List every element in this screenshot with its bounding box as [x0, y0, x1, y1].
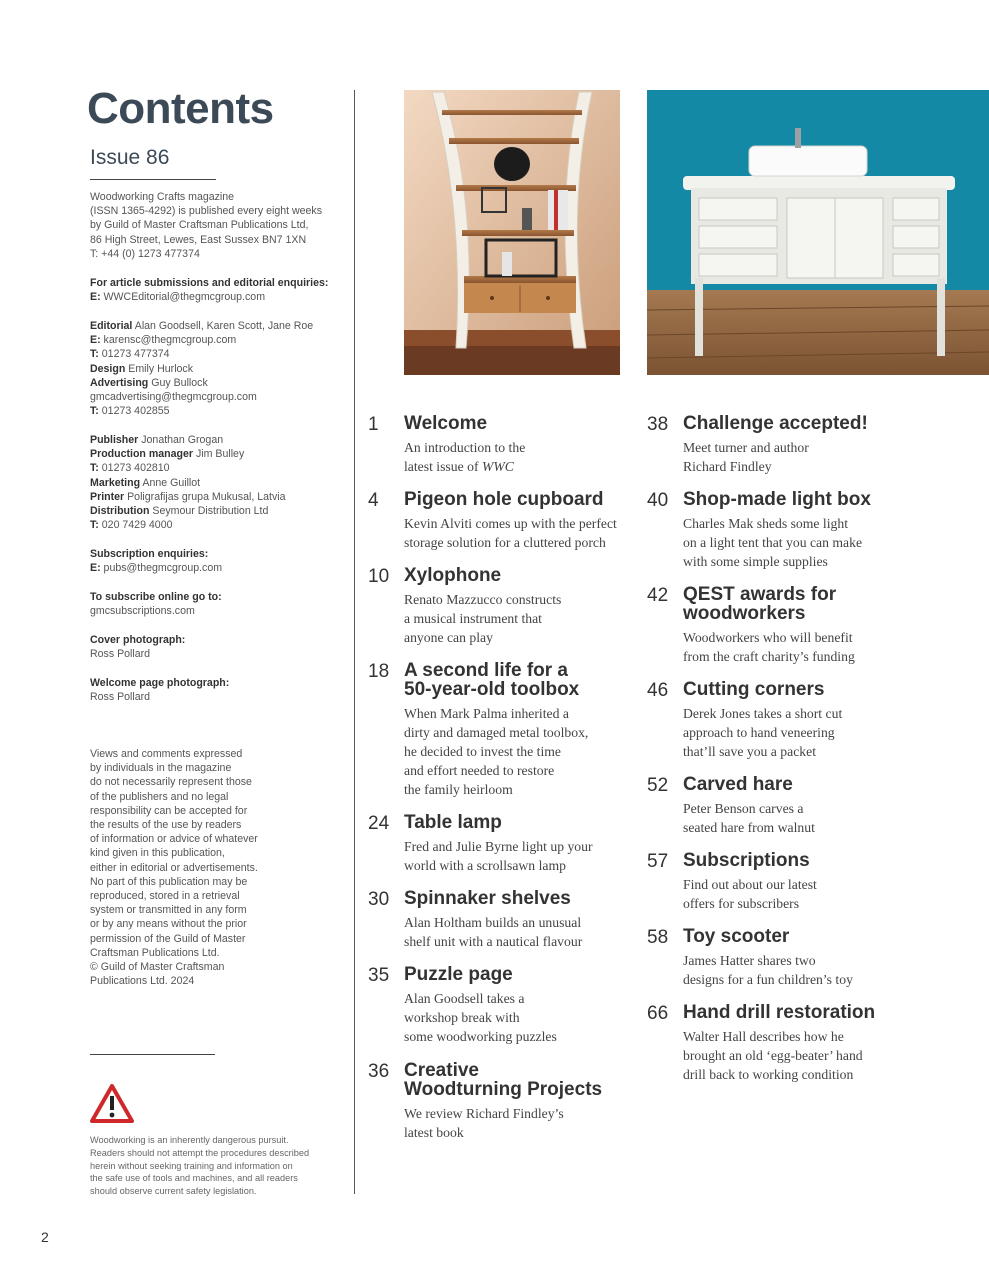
cover-heading: Cover photograph: [90, 634, 186, 646]
disclaimer-line: the results of the use by readers [90, 819, 242, 832]
article-title: Table lamp [404, 812, 502, 833]
article-title: Hand drill restoration [683, 1002, 876, 1023]
marketing-label: Marketing [90, 476, 141, 489]
article-description: James Hatter shares two designs for a fun children’s toy [683, 953, 853, 987]
disclaimer-line: do not necessarily represent those [90, 776, 252, 789]
warning-line: herein without seeking training and information on [90, 1160, 293, 1171]
printer-name: Poligrafijas grupa Mukusal, Latvia [127, 490, 286, 503]
info-line: Woodworking Crafts magazine [90, 191, 235, 203]
distribution-name: Seymour Distribution Ltd [152, 505, 269, 518]
article-title: Shop-made light box [683, 489, 871, 510]
subscription-email[interactable]: pubs@thegmcgroup.com [103, 562, 223, 575]
page-ref: 30 [368, 889, 390, 910]
distribution-phone: 020 7429 4000 [101, 519, 173, 532]
advertising-name: Guy Bullock [151, 376, 208, 389]
page-title: Contents [87, 84, 274, 133]
page-ref: 4 [368, 490, 379, 511]
page-ref: 66 [647, 1003, 669, 1024]
article-description: Meet turner and author Richard Findley [683, 440, 809, 474]
disclaimer-line: by individuals in the magazine [90, 762, 232, 775]
article-title: A second life for a 50-year-old toolbox [404, 660, 580, 700]
page-ref: 36 [368, 1061, 390, 1082]
disclaimer-line: of information or advice of whatever [90, 833, 258, 846]
article-description: Alan Goodsell takes a workshop break with some woodworking puzzles [404, 991, 557, 1044]
article-title: Carved hare [683, 774, 793, 795]
phone-label: T: [90, 462, 99, 475]
article-title: Toy scooter [683, 926, 790, 947]
spinnaker-shelves-photo [404, 90, 620, 375]
article-description: Alan Holtham builds an unusual shelf unit with a nautical flavour [404, 915, 583, 949]
page-ref: 57 [647, 851, 669, 872]
warning-icon [89, 1083, 135, 1124]
editorial-names: Alan Goodsell, Karen Scott, Jane Roe [134, 320, 314, 332]
welcome-photo-heading: Welcome page photograph: [90, 677, 230, 689]
article-description: Peter Benson carves a seated hare from walnut [683, 801, 815, 835]
publisher-name: Jonathan Grogan [141, 434, 224, 446]
article-description: Kevin Alviti comes up with the perfect storage solution for a cluttered porch [404, 516, 617, 550]
article-title: Welcome [404, 413, 488, 434]
issue-number: Issue 86 [90, 146, 170, 169]
warning-line: Woodworking is an inherently dangerous pursuit. [90, 1135, 289, 1145]
article-title: Puzzle page [404, 964, 513, 985]
warning-line: should observe current safety legislation. [90, 1186, 257, 1197]
column-divider [354, 90, 355, 1194]
disclaimer-line: Publications Ltd. 2024 [90, 975, 195, 988]
article-title: Xylophone [404, 565, 502, 586]
subscription-info [90, 547, 222, 575]
page-ref: 52 [647, 775, 669, 796]
disclaimer-line: kind given in this publication, [90, 847, 225, 860]
publication-info [90, 190, 322, 261]
page-ref: 58 [647, 927, 669, 948]
subscription-url[interactable]: gmcsubscriptions.com [90, 605, 195, 618]
welcome-photographer: Ross Pollard [90, 691, 151, 704]
info-line: (ISSN 1365-4292) is published every eight weeks [90, 205, 323, 218]
advertising-email[interactable]: gmcadvertising@thegmcgroup.com [90, 391, 257, 404]
online-heading: To subscribe online go to: [90, 591, 222, 603]
article-description: An introduction to the latest issue of WWC [404, 440, 526, 474]
article-description: Find out about our latest offers for subscribers [683, 877, 817, 911]
disclaimer-line: responsibility can be accepted for [90, 804, 248, 817]
email-label: E: [90, 562, 101, 575]
design-label: Design [90, 362, 126, 375]
warning-line: Readers should not attempt the procedures described [90, 1147, 310, 1158]
subscription-heading: Subscription enquiries: [90, 548, 209, 560]
cutting-corners-photo [647, 90, 989, 375]
article-description: Derek Jones takes a short cut approach to hand veneering that’ll save you a packet [683, 706, 843, 759]
disclaimer-line: reproduced, stored in a retrieval [90, 890, 240, 903]
page-ref: 35 [368, 965, 390, 986]
phone-label: T: [90, 519, 99, 532]
submissions-heading: For article submissions and editorial enquiries: [90, 277, 329, 289]
disclaimer [90, 747, 258, 988]
publisher-label: Publisher [90, 434, 139, 446]
page-ref: 1 [368, 414, 379, 435]
phone-label: T: [90, 348, 99, 361]
article-description: We review Richard Findley’s latest book [404, 1106, 564, 1140]
page-ref: 40 [647, 490, 669, 511]
article-title: Spinnaker shelves [404, 888, 571, 909]
publisher-info [90, 433, 286, 532]
info-line: 86 High Street, Lewes, East Sussex BN7 1XN [90, 233, 307, 246]
info-line: by Guild of Master Craftsman Publications Ltd, [90, 219, 309, 232]
editorial-phone: 01273 477374 [101, 348, 170, 361]
magazine-abbrev: WWC [481, 459, 514, 474]
printer-label: Printer [90, 490, 125, 503]
divider [90, 1054, 215, 1055]
online-info [90, 590, 222, 618]
page-ref: 24 [368, 813, 390, 834]
email-label: E: [90, 291, 101, 304]
cover-photo-credit [90, 633, 185, 661]
article-title: Creative Woodturning Projects [404, 1060, 603, 1100]
article-description: Walter Hall describes how he brought an old ‘egg-beater’ hand drill back to working condition [683, 1029, 863, 1082]
article-description: Woodworkers who will benefit from the craft charity’s funding [683, 630, 855, 664]
article-description: Renato Mazzucco constructs a musical instrument that anyone can play [404, 592, 562, 645]
disclaimer-line: of the publishers and no legal [90, 790, 229, 803]
editorial-label: Editorial [90, 320, 133, 332]
page-ref: 42 [647, 585, 669, 606]
article-title: QEST awards for woodworkers [683, 584, 837, 624]
disclaimer-line: permission of the Guild of Master [90, 932, 246, 945]
disclaimer-line: system or transmitted in any form [90, 904, 247, 917]
article-title: Cutting corners [683, 679, 825, 700]
divider [90, 179, 216, 180]
disclaimer-line: Craftsman Publications Ltd. [90, 946, 220, 959]
page-ref: 38 [647, 414, 669, 435]
design-name: Emily Hurlock [128, 362, 194, 375]
page-ref: 18 [368, 661, 390, 682]
page-ref: 10 [368, 566, 390, 587]
submissions-email[interactable]: WWCEditorial@thegmcgroup.com [103, 291, 266, 304]
marketing-name: Anne Guillot [142, 476, 201, 489]
editorial-email[interactable]: karensc@thegmcgroup.com [103, 334, 237, 347]
email-label: E: [90, 334, 101, 347]
disclaimer-line: either in editorial or advertisements. [90, 861, 258, 874]
production-phone: 01273 402810 [101, 462, 170, 475]
page-number: 2 [41, 1229, 49, 1245]
warning-line: the safe use of tools and machines, and all readers [90, 1173, 298, 1184]
cover-photographer: Ross Pollard [90, 648, 151, 661]
disclaimer-line: © Guild of Master Craftsman [90, 961, 225, 974]
article-title: Subscriptions [683, 850, 810, 871]
submissions-info [90, 276, 328, 304]
disclaimer-line: Views and comments expressed [90, 748, 243, 760]
production-label: Production manager [90, 448, 194, 461]
disclaimer-line: No part of this publication may be [90, 875, 248, 888]
page-ref: 46 [647, 680, 669, 701]
article-description: Fred and Julie Byrne light up your world with a scrollsawn lamp [404, 839, 593, 873]
article-title: Pigeon hole cupboard [404, 489, 604, 510]
safety-warning [90, 1134, 309, 1198]
staff-info [90, 319, 313, 418]
advertising-phone: 01273 402855 [101, 405, 170, 418]
advertising-label: Advertising [90, 376, 149, 389]
article-description: When Mark Palma inherited a dirty and damaged metal toolbox, he decided to invest the time and effort needed to restore the family heirloom [404, 706, 589, 797]
disclaimer-line: or by any means without the prior [90, 918, 247, 931]
production-name: Jim Bulley [195, 448, 245, 461]
info-line: T: +44 (0) 1273 477374 [90, 247, 200, 260]
welcome-photo-credit [90, 676, 229, 704]
phone-label: T: [90, 405, 99, 418]
article-description: Charles Mak sheds some light on a light tent that you can make with some simple supplies [683, 516, 863, 569]
distribution-label: Distribution [90, 505, 150, 518]
article-title: Challenge accepted! [683, 413, 868, 434]
